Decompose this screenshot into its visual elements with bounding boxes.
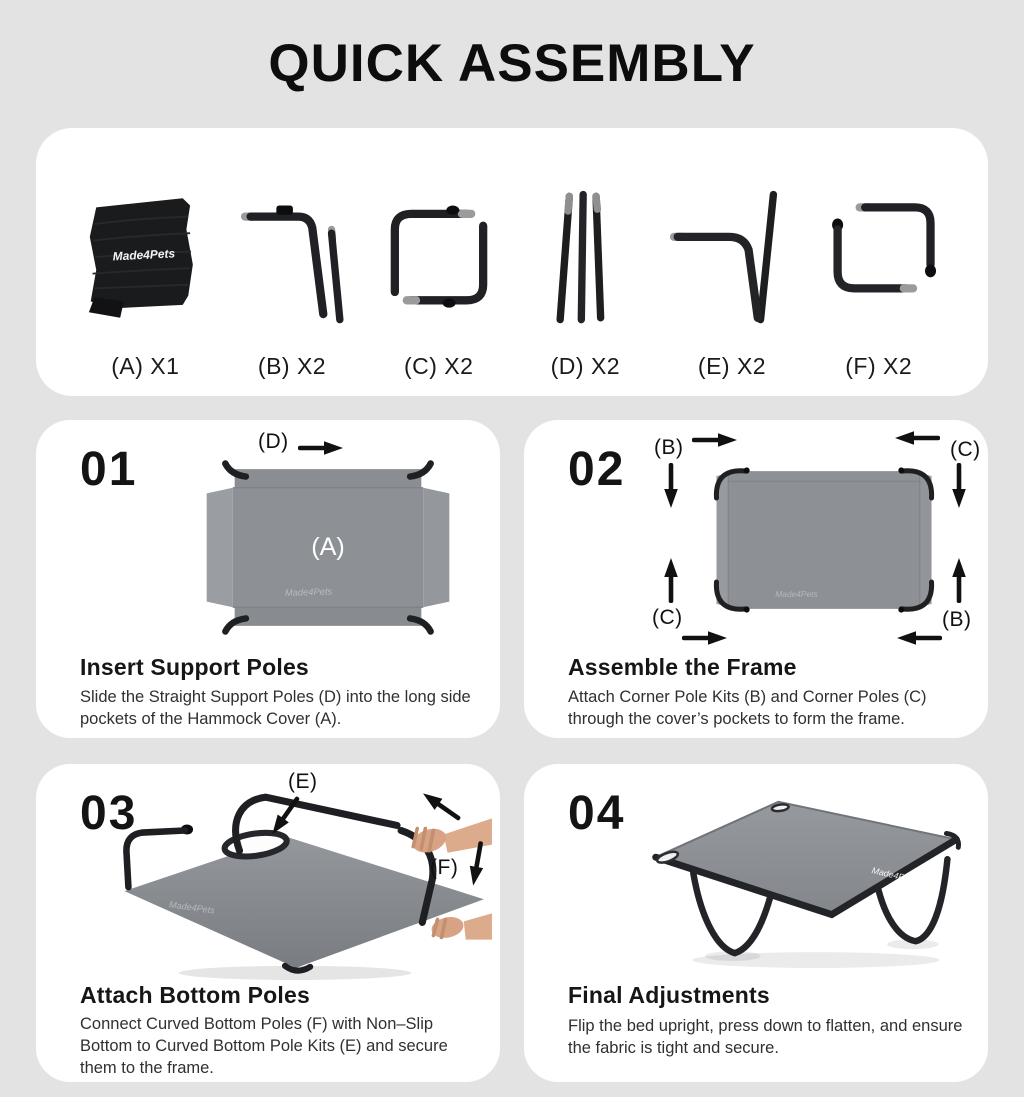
brand-stitch-logo: Made4Pets — [775, 589, 818, 600]
arrow-right-icon — [298, 440, 344, 456]
arrow-up-icon — [951, 557, 967, 603]
frame-assembly-illustration — [698, 456, 950, 624]
part-e-label: (E) X2 — [697, 353, 767, 379]
callout-label-c-bottom: (C) — [652, 606, 683, 629]
arrow-right-icon — [692, 432, 738, 448]
brand-stitch-logo: Made4Pets — [168, 899, 216, 916]
step-number: 04 — [568, 787, 626, 840]
step-description: Flip the bed upright, press down to flatten, and ensure the fabric is tight and secure. — [568, 1017, 963, 1057]
part-b-figure — [223, 171, 361, 345]
cover-top-view-illustration — [188, 454, 468, 641]
arrow-down-icon — [663, 463, 679, 509]
part-item-b — [219, 150, 366, 380]
part-a-figure — [76, 171, 214, 345]
step-02-figure — [698, 456, 950, 624]
step-title: Insert Support Poles — [80, 654, 309, 680]
part-c-label: (C) X2 — [403, 353, 474, 379]
step-title: Final Adjustments — [568, 982, 770, 1008]
part-item-a — [72, 150, 219, 380]
callout-label-b-top: (B) — [654, 436, 684, 459]
step-number: 01 — [80, 443, 138, 496]
parts-overview-card — [36, 128, 988, 396]
part-d-figure — [516, 171, 654, 345]
step-01-figure — [188, 454, 468, 641]
part-f-label: (F) X2 — [845, 353, 913, 379]
brand-stitch-logo: Made4Pets — [870, 865, 917, 886]
callout-label-f: (F) — [430, 856, 459, 879]
part-f-figure — [810, 171, 948, 345]
step-card-03 — [36, 764, 500, 1082]
step-description: Connect Curved Bottom Poles (F) with Non–Slip Bottom to Curved Bottom Pole Kits (E) and secure them to the frame. — [80, 1015, 448, 1077]
arrow-up-icon — [663, 557, 679, 603]
step-04-figure — [628, 778, 984, 974]
arrow-left-icon — [896, 630, 942, 646]
brand-stitch-logo: Made4Pets — [284, 586, 333, 599]
step-card-01 — [36, 420, 500, 738]
straight-poles-illustration — [516, 179, 654, 337]
step-card-02 — [524, 420, 988, 738]
part-a-label: (A) X1 — [111, 353, 180, 379]
brand-logo-on-cover: Made4Pets — [112, 246, 176, 264]
part-b-label: (B) X2 — [257, 353, 327, 379]
bottom-pole-kit-illustration — [663, 179, 801, 337]
cover-center-label: (A) — [311, 532, 345, 561]
part-item-d — [512, 150, 659, 380]
step-title: Attach Bottom Poles — [80, 982, 310, 1008]
callout-label-e: (E) — [288, 770, 318, 793]
part-item-f — [805, 150, 952, 380]
assembled-bed-illustration — [628, 778, 984, 974]
corner-pole-kit-illustration — [223, 179, 361, 337]
fabric-cover-illustration — [76, 179, 214, 337]
arrow-down-icon — [951, 463, 967, 509]
arrow-left-icon — [894, 430, 940, 446]
curved-bottom-poles-illustration — [810, 179, 948, 337]
part-c-figure — [370, 171, 508, 345]
callout-label-b-bottom: (B) — [942, 608, 972, 631]
part-e-figure — [663, 171, 801, 345]
part-d-label: (D) X2 — [550, 353, 621, 379]
step-description: Slide the Straight Support Poles (D) into the long side pockets of the Hammock Cover (A). — [80, 688, 471, 728]
step-number: 02 — [568, 443, 626, 496]
part-item-e — [659, 150, 806, 380]
step-card-04 — [524, 764, 988, 1082]
part-item-c — [365, 150, 512, 380]
step-title: Assemble the Frame — [568, 654, 797, 680]
callout-label-d: (D) — [258, 430, 289, 453]
step-description: Attach Corner Pole Kits (B) and Corner Poles (C) through the cover’s pockets to form the frame. — [568, 688, 927, 728]
callout-label-c-top: (C) — [950, 438, 981, 461]
arrow-right-icon — [682, 630, 728, 646]
corner-poles-illustration — [370, 179, 508, 337]
step-number: 03 — [80, 787, 138, 840]
page-title: QUICK ASSEMBLY — [268, 34, 756, 93]
